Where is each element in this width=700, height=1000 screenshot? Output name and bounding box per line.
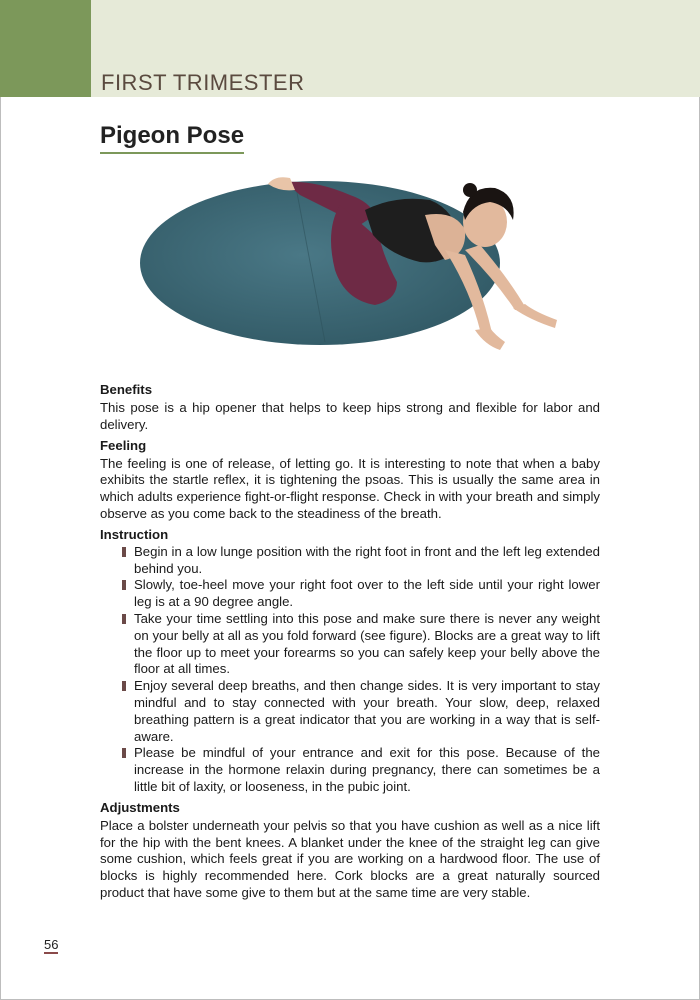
list-item — [100, 745, 600, 795]
instruction-heading: Instruction — [100, 526, 169, 542]
bullet-marker — [122, 614, 126, 624]
pose-title: Pigeon Pose — [100, 122, 244, 154]
feeling-text: The feeling is one of release, of letting go. It is interesting to note that when a baby exhibits the startle reflex, it is tightening the psoas. This is usually the same area in which adults experience fight-or-flight response. Check in with your breath and simply observe as you come back to the steadiness of the breath. — [100, 455, 600, 521]
pigeon-pose-figure — [135, 170, 565, 370]
instruction-text: Begin in a low lunge position with the right foot in front and the left leg extended behind you. — [134, 543, 600, 576]
list-item — [100, 611, 600, 678]
section-title: FIRST TRIMESTER — [101, 70, 305, 95]
main-content — [100, 381, 600, 905]
header-accent-block — [0, 0, 91, 97]
list-item — [100, 577, 600, 611]
benefits-heading: Benefits — [100, 382, 153, 397]
adjustments-heading: Adjustments — [100, 799, 180, 815]
benefits-text: This pose is a hip opener that helps to keep hips strong and flexible for labor and delivery. — [100, 400, 600, 432]
bullet-marker — [122, 547, 126, 557]
bullet-marker — [122, 681, 126, 691]
list-item — [100, 678, 600, 745]
instruction-text: Please be mindful of your entrance and exit for this pose. Because of the increase in the hormone relaxin during pregnancy, there can sometimes be a little bit of laxity, or looseness, in the pubic joint. — [134, 745, 600, 794]
yoga-mat — [140, 181, 500, 345]
bullet-marker — [122, 748, 126, 758]
bullet-marker — [122, 580, 126, 590]
page-number: 56 — [44, 937, 59, 952]
instruction-text: Take your time settling into this pose and make sure there is never any weight on your belly at all as you fold forward (see figure). Blocks are a great way to lift the floor up to meet your forearms so you can safely keep your belly above the floor at all times. — [134, 610, 600, 677]
list-item — [100, 544, 600, 578]
feeling-heading: Feeling — [100, 437, 147, 453]
adjustments-text: Place a bolster underneath your pelvis so that you have cushion as well as a nice lift for the hip with the bent knees. A blanket under the knee of the straight leg can give some cushion, which feels great if you are working on a hardwood floor. The use of blocks is highly recommended here. Cork blocks are a great naturally sourced product that have some give to them but at the same time are very stable. — [100, 817, 600, 900]
instruction-text: Enjoy several deep breaths, and then change sides. It is very important to stay mindful and to stay connected with your breath. Your slow, deep, relaxed breathing pattern is a great indicator that you are working in a way that is self-aware. — [134, 678, 600, 744]
instruction-text: Slowly, toe-heel move your right foot over to the left side until your right lower leg is at a 90 degree angle. — [134, 577, 600, 610]
instruction-list — [100, 544, 600, 796]
